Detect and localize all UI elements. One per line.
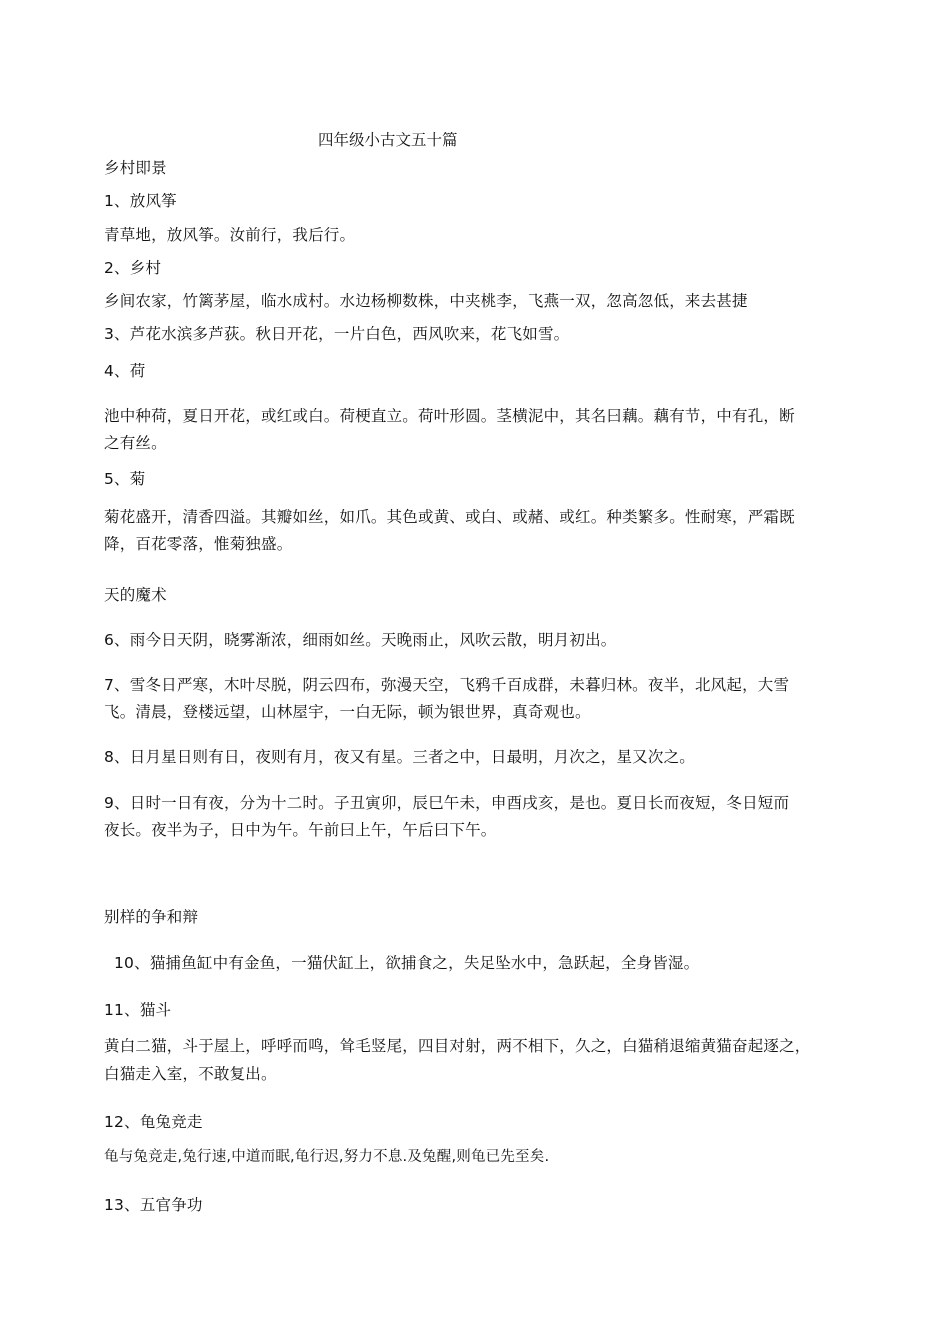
paragraph-line: 池中种荷，夏日开花，或红或白。荷梗直立。荷叶形圆。茎横泥中，其名曰藕。藕有节，中有孔，断: [104, 407, 795, 425]
section-heading: 乡村即景: [104, 159, 167, 177]
document-title: 四年级小古文五十篇: [318, 131, 458, 149]
paragraph-line: 之有丝。: [104, 434, 167, 452]
paragraph-line: 夜长。夜半为子，日中为午。午前曰上午，午后曰下午。: [104, 821, 497, 839]
item-heading: 13、五官争功: [104, 1196, 203, 1214]
section-heading: 天的魔术: [104, 586, 167, 604]
paragraph-line: 9、日时一日有夜，分为十二时。子丑寅卯，辰巳午未，申酉戌亥，是也。夏日长而夜短，冬日短而: [104, 794, 790, 812]
item-heading: 2、乡村: [104, 259, 162, 277]
paragraph-line: 乡间农家，竹篱茅屋，临水成村。水边杨柳数株，中夹桃李，飞燕一双，忽高忽低，来去甚捷: [104, 292, 748, 310]
paragraph-line: 飞。清晨，登楼远望，山林屋宇，一白无际，顿为银世界，真奇观也。: [104, 703, 591, 721]
item-heading: 5、菊: [104, 470, 146, 488]
paragraph-line: 6、雨今日天阴，晓雾渐浓，细雨如丝。天晚雨止，风吹云散，明月初出。: [104, 631, 617, 649]
paragraph-line: 降，百花零落，惟菊独盛。: [104, 535, 293, 553]
paragraph-line: 黄白二猫，斗于屋上，呼呼而鸣，耸毛竖尾，四目对射，两不相下，久之，白猫稍退缩黄猫奋起逐之，: [104, 1037, 811, 1055]
paragraph-line: 菊花盛开，清香四溢。其瓣如丝，如爪。其色或黄、或白、或赭、或红。种类繁多。性耐寒，严霜既: [104, 508, 795, 526]
paragraph-line: 8、日月星日则有日，夜则有月，夜又有星。三者之中，日最明，月次之，星又次之。: [104, 748, 695, 766]
paragraph-line: 龟与兔竞走,兔行速,中道而眠,龟行迟,努力不息.及兔醒,则龟已先至矣.: [104, 1149, 550, 1165]
item-heading: 1、放风筝: [104, 192, 177, 210]
item-heading: 12、龟兔竞走: [104, 1113, 203, 1131]
paragraph-line: 3、芦花水滨多芦荻。秋日开花，一片白色，西风吹来，花飞如雪。: [104, 325, 570, 343]
paragraph-line: 7、雪冬日严寒，木叶尽脱，阴云四布，弥漫天空，飞鸦千百成群，未暮归林。夜半，北风起，大雪: [104, 676, 790, 694]
item-heading: 11、猫斗: [104, 1001, 172, 1019]
paragraph-line: 青草地，放风筝。汝前行，我后行。: [104, 226, 356, 244]
paragraph-line: 白猫走入室，不敢复出。: [104, 1065, 277, 1083]
section-heading: 别样的争和辩: [104, 908, 199, 926]
item-heading: 4、荷: [104, 362, 146, 380]
paragraph-line: 10、猫捕鱼缸中有金鱼，一猫伏缸上，欲捕食之，失足坠水中，急跃起，全身皆湿。: [114, 954, 700, 972]
